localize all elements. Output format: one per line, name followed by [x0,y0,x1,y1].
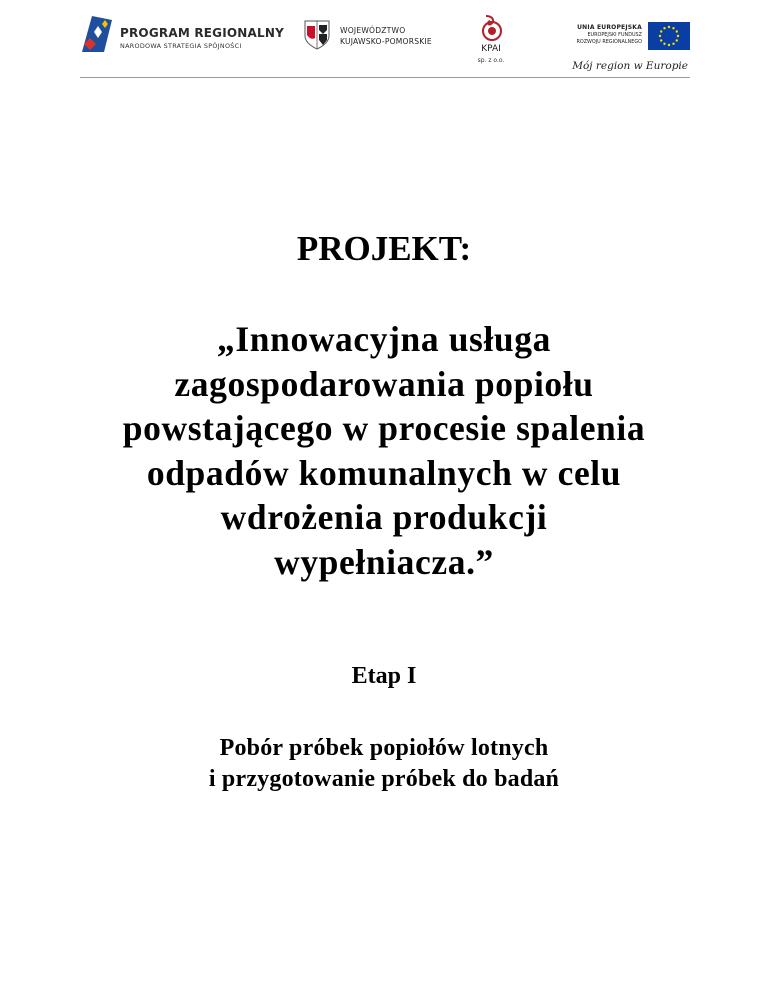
unia-texts [576,24,642,45]
unia-line1: UNIA EUROPEJSKA [577,24,642,31]
stage-label: Etap I [351,663,417,689]
project-title [0,317,768,584]
project-title-line: wdrożenia produkcji [220,497,548,537]
project-title-line: zagospodarowania popiołu [174,363,594,404]
unia-line2: EUROPEJSKI FUNDUSZ [587,32,642,38]
unia-europejska-logo [570,22,690,88]
unia-line3: ROZWOJU REGIONALNEGO [576,39,642,45]
wojewodztwo-line1: WOJEWÓDZTWO [340,26,406,35]
wojewodztwo-line2: KUJAWSKO-POMORSKIE [340,37,432,46]
kpai-sub: sp. z o.o. [477,57,505,64]
kpai-logo [466,14,516,70]
coat-of-arms-icon [304,20,330,50]
header-divider [80,77,690,78]
project-title-line: powstającego w procesie spalenia [122,408,646,448]
eu-flag-icon [648,22,690,50]
projekt-label: PROJEKT: [296,229,472,268]
logo-header [0,0,768,100]
program-regionalny-logo [80,14,284,62]
project-title-line: wypełniacza.” [274,541,494,582]
stage-subtitle-line: i przygotowanie próbek do badań [208,766,560,792]
wojewodztwo-logo [304,20,444,60]
program-regionalny-title: PROGRAM REGIONALNY [120,26,284,40]
kpai-icon [478,14,504,42]
project-title-line: odpadów komunalnych w celu [146,452,622,493]
program-regionalny-subtitle: NARODOWA STRATEGIA SPÓJNOŚCI [120,42,242,50]
program-regionalny-icon [80,14,114,54]
project-title-line: „Innowacyjna usługa [217,319,551,359]
stage-subtitle [0,733,768,795]
unia-slogan: Mój region w Europie [572,60,688,72]
stage-subtitle-line: Pobór próbek popiołów lotnych [219,735,549,761]
kpai-name: KPAI [481,44,501,54]
